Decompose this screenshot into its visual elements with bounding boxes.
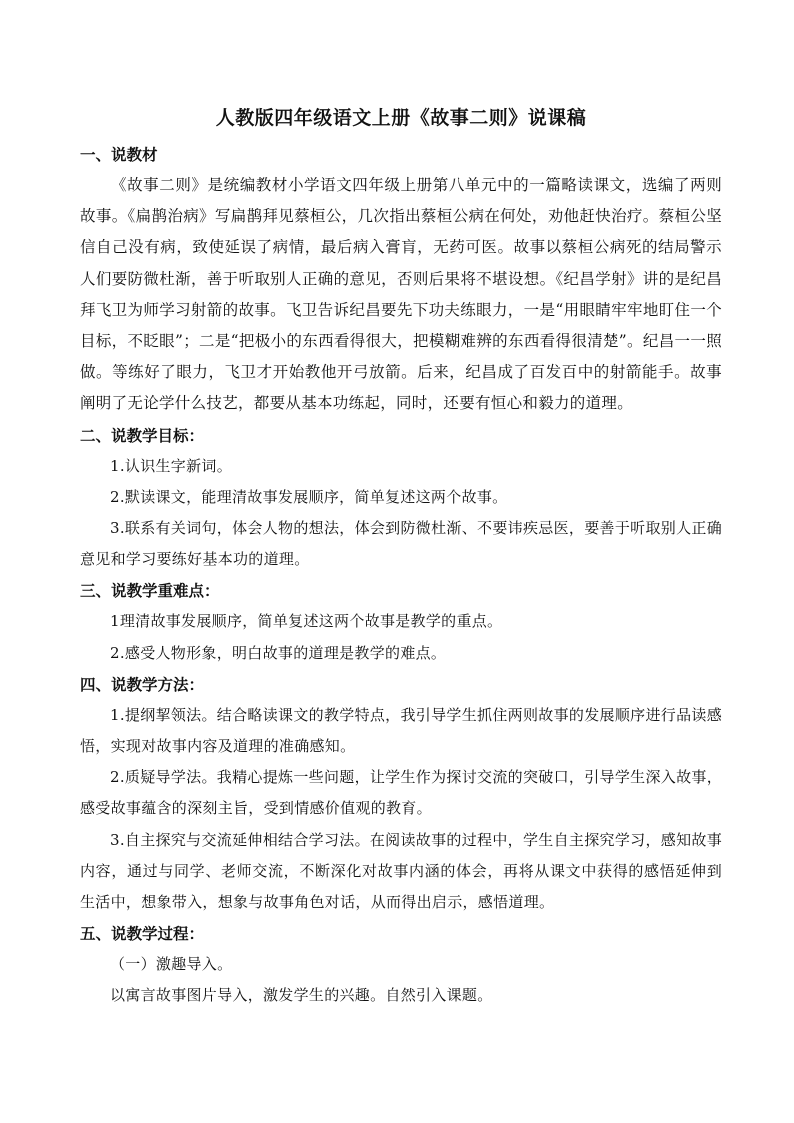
- list-item: 1理清故事发展顺序，简单复述这两个故事是教学的重点。: [110, 612, 503, 631]
- section-heading: 二、说教学目标：: [80, 425, 205, 445]
- list-item: 2.感受人物形象，明白故事的道理是教学的难点。: [110, 643, 447, 662]
- list-item: （一）激趣导入。: [110, 955, 233, 974]
- section-heading: 三、说教学重难点：: [80, 581, 220, 601]
- section-teaching-process: [80, 918, 722, 1011]
- document-page: [80, 105, 722, 1012]
- section-paragraph: 《故事二则》是统编教材小学语文四年级上册第八单元中的一篇略读课文，选编了两则故事。《扁鹊治病》写扁鹊拜见蔡桓公，几次指出蔡桓公病在何处，劝他赶快治疗。蔡桓公坚信自己没有病，致使延误了病情，最后病入膏肓，无药可医。故事以蔡桓公病死的结局警示人们要防微杜渐，善于听取别人正确的意见，否则后果将不堪设想。《纪昌学射》讲的是纪昌拜飞卫为师学习射箭的故事。飞卫告诉纪昌要先下功夫练眼力，一是“用眼睛牢牢地盯住一个目标，不眨眼”；二是“把极小的东西看得很大，把模糊难辨的东西看得很清楚”。纪昌一一照做。等练好了眼力，飞卫才开始教他开弓放箭。后来，纪昌成了百发百中的射箭能手。故事阐明了无论学什么技艺，都要从基本功练起，同时，还要有恒心和毅力的道理。: [80, 176, 722, 413]
- list-item: 2.质疑导学法。我精心提炼一些问题，让学生作为探讨交流的突破口，引导学生深入故事，感受故事蕴含的深刻主旨，受到情感价值观的教育。: [80, 768, 722, 818]
- section-heading: 五、说教学过程：: [80, 924, 205, 944]
- list-item: 3.自主探究与交流延伸相结合学习法。在阅读故事的过程中，学生自主探究学习，感知故事内容，通过与同学、老师交流，不断深化对故事内涵的体会，再将从课文中获得的感悟延伸到生活中，想象带入，想象与故事角色对话，从而得出启示，感悟道理。: [80, 830, 722, 912]
- section-heading: 四、说教学方法：: [80, 674, 205, 694]
- section-teaching-goals: [80, 420, 722, 576]
- list-item: 1.提纲挈领法。结合略读课文的教学特点，我引导学生抓住两则故事的发展顺序进行品读感悟，实现对故事内容及道理的准确感知。: [80, 705, 722, 756]
- list-item: 3.联系有关词句，体会人物的想法，体会到防微杜渐、不要讳疾忌医，要善于听取别人正确意见和学习要练好基本功的道理。: [80, 519, 722, 569]
- list-item: 2.默读课文，能理清故事发展顺序，简单复述这两个故事。: [110, 487, 508, 506]
- document-title: 人教版四年级语文上册《故事二则》说课稿: [215, 107, 587, 129]
- section-heading: 一、说教材: [80, 145, 158, 164]
- list-item: 以寓言故事图片导入，激发学生的兴趣。自然引入课题。: [110, 986, 493, 1005]
- section-teaching-material: [80, 139, 722, 420]
- list-item: 1.认识生字新词。: [110, 456, 233, 475]
- section-key-points: [80, 575, 722, 668]
- section-teaching-methods: [80, 669, 722, 918]
